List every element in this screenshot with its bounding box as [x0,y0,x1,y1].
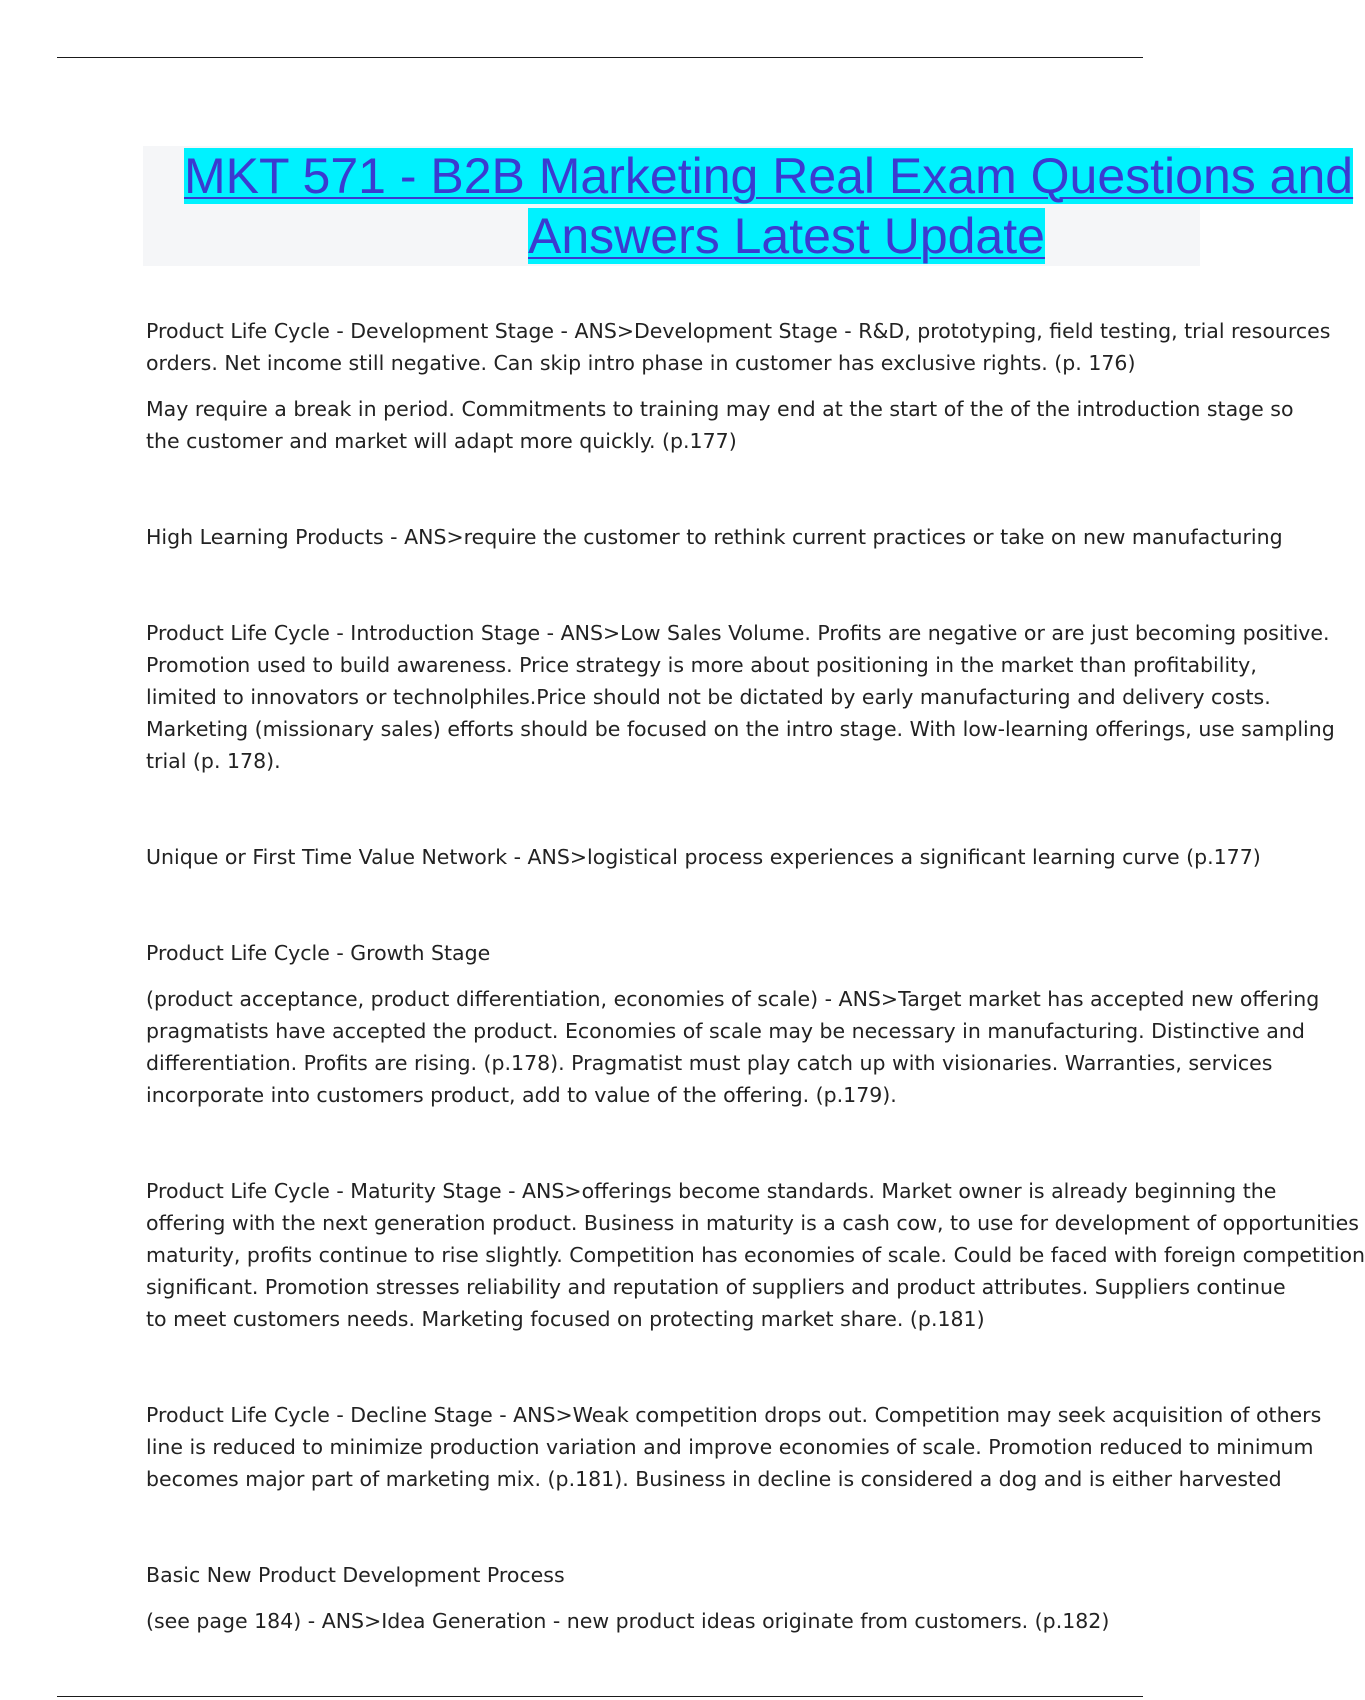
document-title-line-1[interactable]: MKT 571 - B2B Marketing Real Exam Questions and [184,148,1354,204]
text-line: the customer and market will adapt more quickly. (p.177) [146,429,737,453]
paragraph-decline-stage [146,1399,1322,1495]
paragraph-maturity-stage [146,1175,1365,1335]
text-line: trial (p. 178). [146,749,281,773]
text-line: Product Life Cycle - Maturity Stage - ANS>offerings become standards. Market owner is already beginning the [146,1179,1277,1203]
text-line: maturity, profits continue to rise slightly. Competition has economies of scale. Could be faced with foreign competition [146,1243,1365,1267]
text-line: line is reduced to minimize production variation and improve economies of scale. Promotion reduced to minimum [146,1435,1314,1459]
text-line: (see page 184) - ANS>Idea Generation - new product ideas originate from customers. (p.182) [146,1609,1110,1633]
text-line: Product Life Cycle - Growth Stage [146,941,491,965]
text-line: May require a break in period. Commitments to training may end at the start of the of the introduction stage so [146,397,1294,421]
text-line: Product Life Cycle - Development Stage - ANS>Development Stage - R&D, prototyping, field testing, trial resources [146,319,1331,343]
document-title-line-2[interactable]: Answers Latest Update [528,208,1045,264]
paragraph-npd-heading [146,1559,1200,1591]
paragraph-development-stage [146,315,1331,379]
paragraph-idea-generation [146,1605,1200,1637]
text-line: High Learning Products - ANS>require the customer to rethink current practices or take on new manufacturing [146,525,1283,549]
paragraph-value-network [146,841,1261,873]
text-line: becomes major part of marketing mix. (p.181). Business in decline is considered a dog and is either harvested [146,1467,1282,1491]
text-line: Product Life Cycle - Decline Stage - ANS>Weak competition drops out. Competition may seek acquisition of others [146,1403,1322,1427]
paragraph-high-learning-products [146,521,1283,553]
text-line: (product acceptance, product differentiation, economies of scale) - ANS>Target market has accepted new offering [146,987,1320,1011]
text-line: Unique or First Time Value Network - ANS>logistical process experiences a significant learning curve (p.177) [146,845,1261,869]
text-line: Marketing (missionary sales) efforts should be focused on the intro stage. With low-learning offerings, use sampling [146,717,1335,741]
text-line: Promotion used to build awareness. Price strategy is more about positioning in the market than profitability, [146,653,1257,677]
text-line: Product Life Cycle - Introduction Stage - ANS>Low Sales Volume. Profits are negative or are just becoming positive. [146,621,1330,645]
text-line: Basic New Product Development Process [146,1563,565,1587]
text-line: to meet customers needs. Marketing focused on protecting market share. (p.181) [146,1307,985,1331]
text-line: orders. Net income still negative. Can skip intro phase in customer has exclusive rights. (p. 176) [146,351,1136,375]
paragraph-introduction-stage [146,617,1335,777]
bottom-divider [57,1696,1143,1697]
text-line: pragmatists have accepted the product. Economies of scale may be necessary in manufacturing. Distinctive and [146,1019,1305,1043]
paragraph-growth-stage [146,983,1320,1111]
document-title-block [143,146,1354,266]
paragraph-break-in-period [146,393,1294,457]
text-line: incorporate into customers product, add to value of the offering. (p.179). [146,1083,897,1107]
text-line: offering with the next generation product. Business in maturity is a cash cow, to use for development of opportunities [146,1211,1359,1235]
text-line: differentiation. Profits are rising. (p.178). Pragmatist must play catch up with visionaries. Warranties, services [146,1051,1273,1075]
text-line: limited to innovators or technolphiles.Price should not be dictated by early manufacturing and delivery costs. [146,685,1271,709]
document-body [146,315,1365,1637]
paragraph-growth-stage-heading [146,937,1200,969]
top-divider [57,57,1143,58]
text-line: significant. Promotion stresses reliability and reputation of suppliers and product attributes. Suppliers continue [146,1275,1286,1299]
